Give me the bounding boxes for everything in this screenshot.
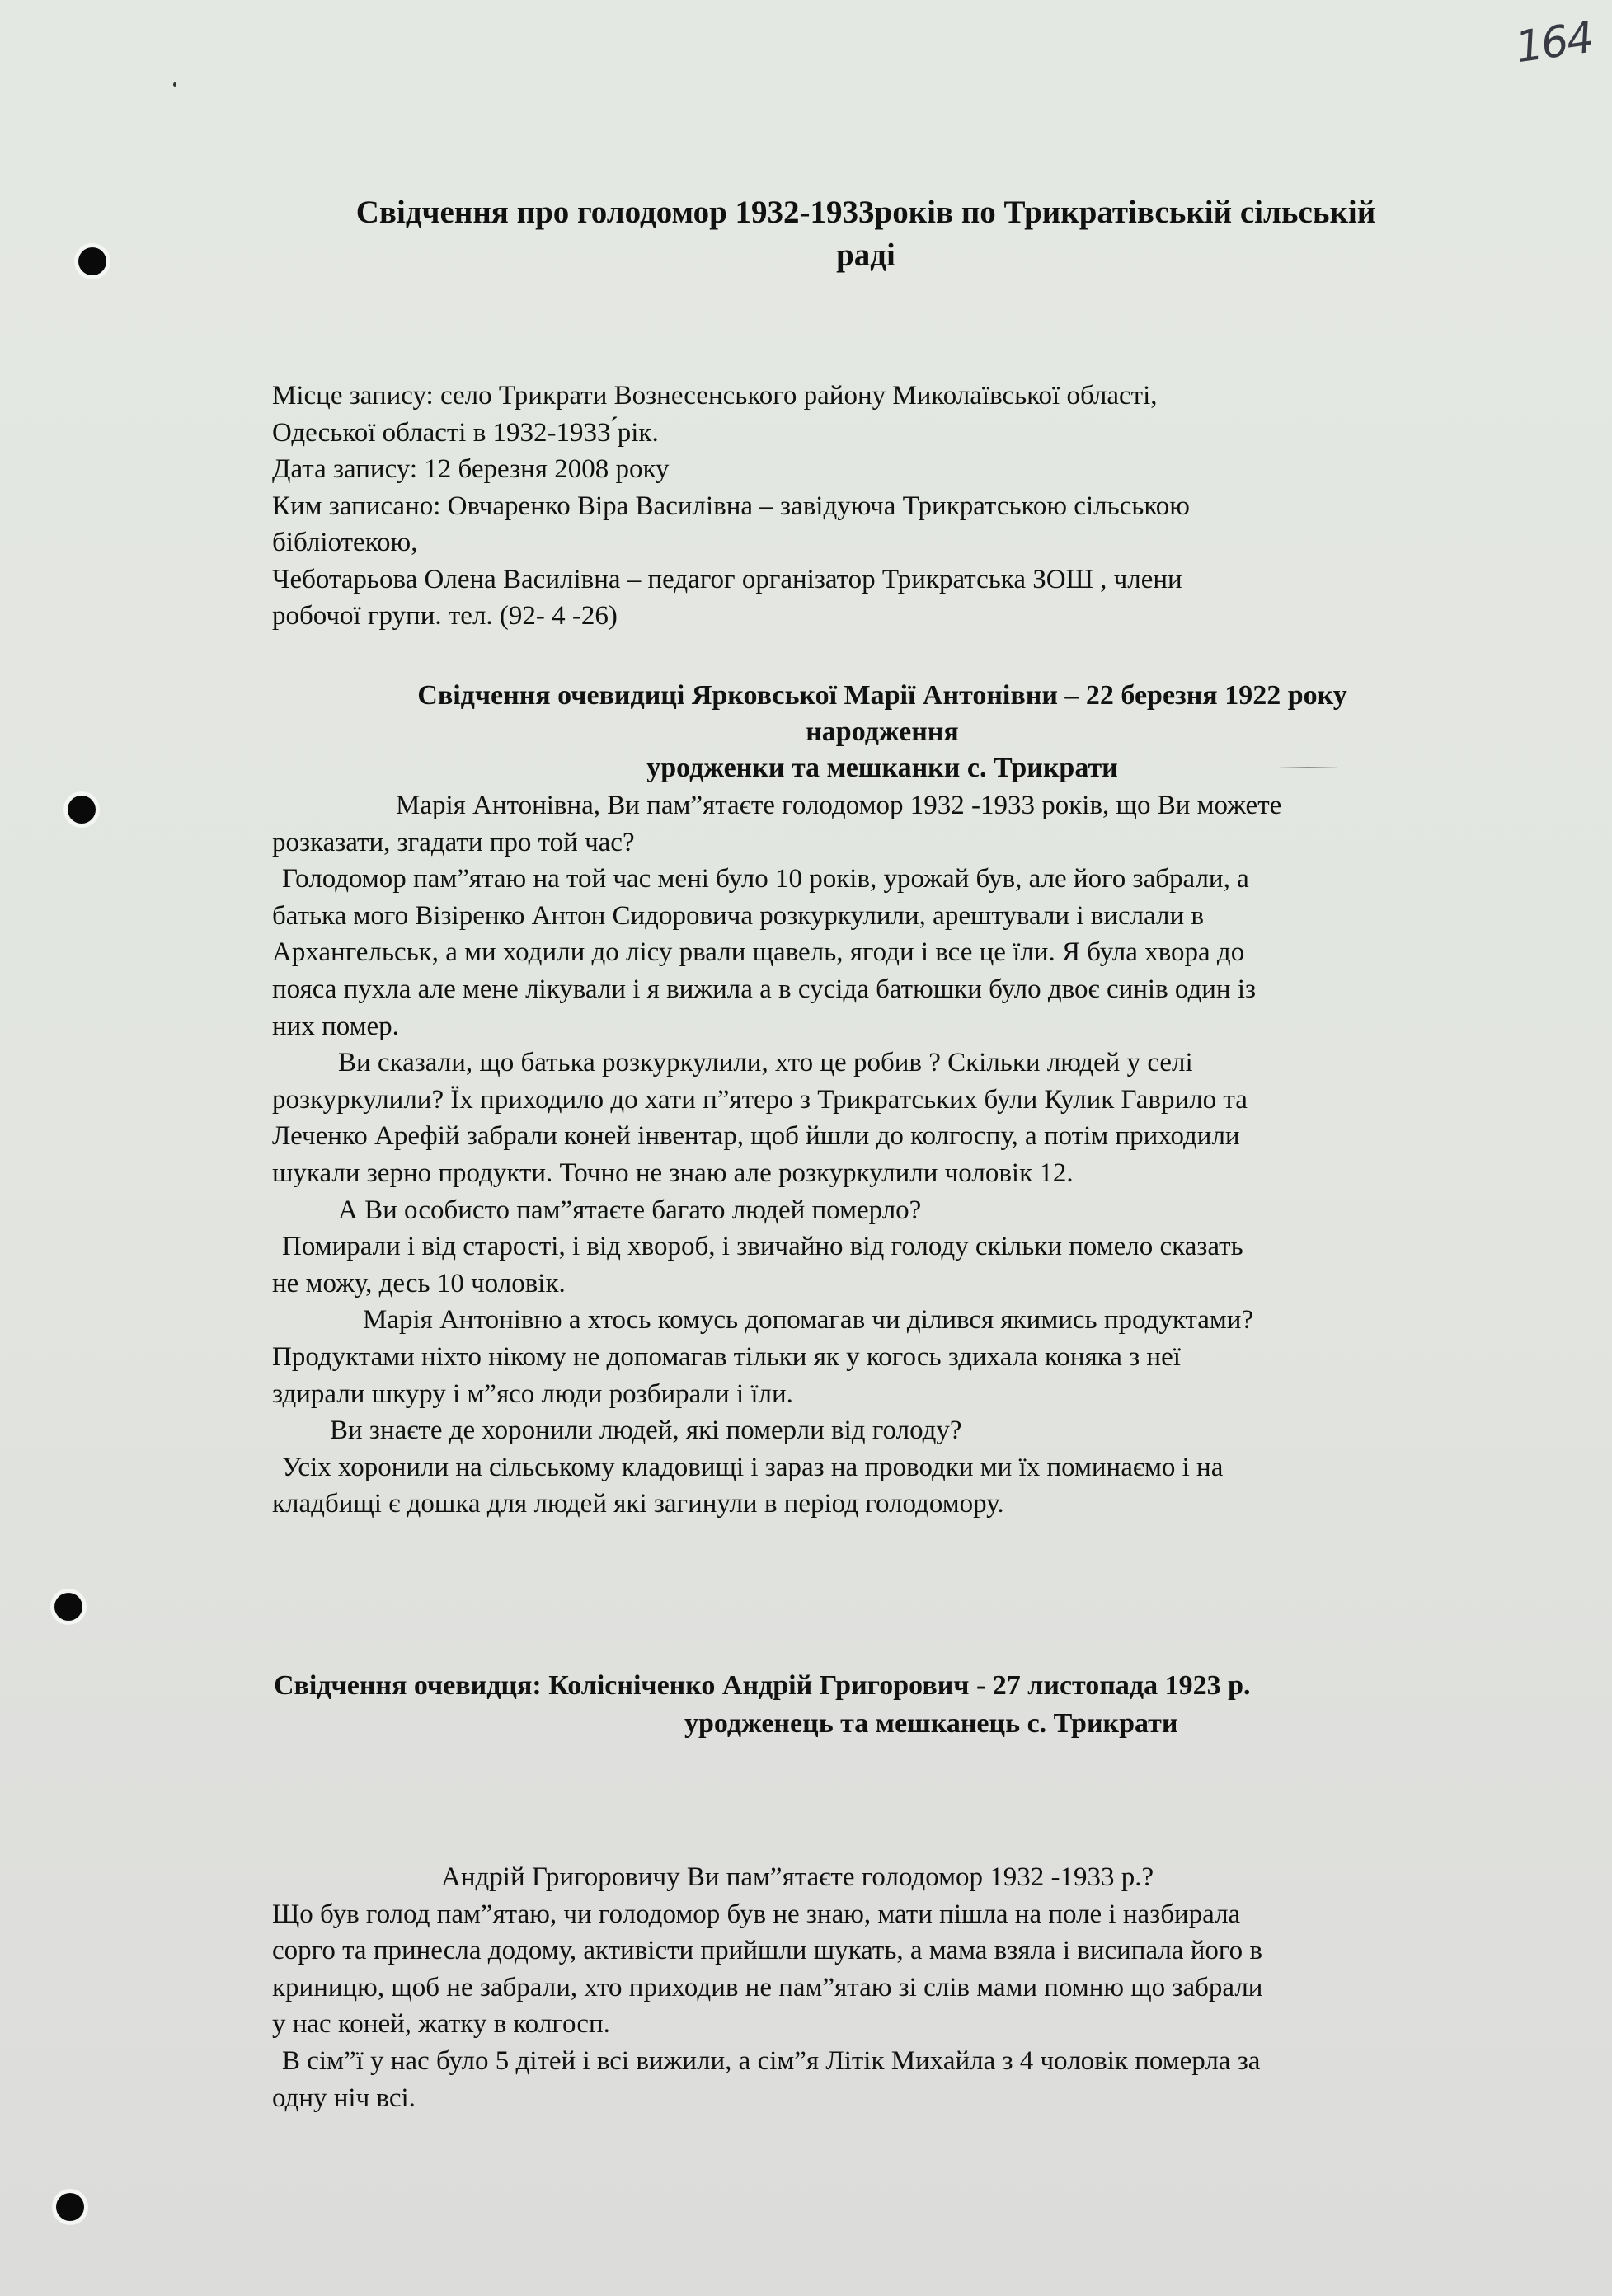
metadata-line: Одеської області в 1932-1933 ́рік.	[272, 417, 659, 448]
text-line: сорго та принесла додому, активісти прийшли шукать, а мама взяла і висипала його в	[272, 1936, 1262, 1966]
text-line: них помер.	[272, 1011, 399, 1041]
heading-line: уродженець та мешканець с. Трикрати	[684, 1708, 1178, 1739]
document-title	[206, 191, 1525, 277]
record-metadata	[272, 378, 1492, 635]
text-line: кладбищі є дошка для людей які загинули в період голодомору.	[272, 1489, 1004, 1519]
text-line: батька мого Візіренко Антон Сидоровича розкуркулили, арештували і вислали в	[272, 900, 1205, 931]
text-line: Що був голод пам”ятаю, чи голодомор був не знаю, мати пішла на поле і назбирала	[272, 1899, 1241, 1929]
testimony-1-body	[272, 787, 1501, 1523]
metadata-line: Чеботарьова Олена Василівна – педагог організатор Трикратська ЗОШ , члени	[272, 564, 1182, 594]
text-line: А Ви особисто пам”ятаєте багато людей померло?	[338, 1195, 922, 1225]
punch-hole	[54, 1593, 82, 1621]
testimony-2-heading	[272, 1667, 1509, 1743]
punch-hole	[56, 2193, 84, 2221]
punch-hole	[68, 796, 96, 824]
text-line: криницю, щоб не забрали, хто приходив не пам”ятаю зі слів мами помню що забрали	[272, 1972, 1263, 2003]
text-line: одну ніч всі.	[272, 2082, 416, 2113]
text-line: розкуркулили? Їх приходило до хати п”ятеро з Трикратських були Кулик Гаврило та	[272, 1084, 1248, 1115]
text-line: пояса пухла але мене лікували і я вижила а в сусіда батюшки було двоє синів один із	[272, 974, 1257, 1004]
text-line: Голодомор пам”ятаю на той час мені було 10 років, урожай був, але його забрали, а	[282, 864, 1249, 894]
text-line: Марія Антонівна, Ви пам”ятаєте голодомор 1932 -1933 років, що Ви можете	[396, 791, 1282, 820]
text-line: розказати, згадати про той час?	[272, 827, 635, 857]
text-line: Архангельськ, а ми ходили до лісу рвали щавель, ягоди і все це їли. Я була хвора до	[272, 937, 1245, 968]
text-line: В сім”ї у нас було 5 дітей і всі вижили, а сім”я Літік Михайла з 4 чоловік померла за	[282, 2045, 1261, 2076]
testimony-2-body	[272, 1859, 1501, 2116]
text-line: Усіх хоронили на сільському кладовищі і зараз на проводки ми їх поминаємо і на	[282, 1452, 1224, 1482]
text-line: шукали зерно продукти. Точно не знаю але розкуркулили чоловік 12.	[272, 1157, 1074, 1188]
heading-line: Свідчення очевидиці Ярковської Марії Антонівни – 22 березня 1922 року	[417, 680, 1347, 711]
text-line: Леченко Арефій забрали коней інвентар, щоб йшли до колгоспу, а потім приходили	[272, 1121, 1240, 1152]
handwritten-page-number: 164	[1512, 12, 1596, 73]
heading-line: Свідчення очевидця: Колісніченко Андрій Григорович - 27 листопада 1923 р.	[274, 1670, 1251, 1701]
text-line: Помирали і від старості, і від хвороб, і звичайно від голоду скільки помело сказать	[282, 1232, 1243, 1262]
text-line: Андрій Григоровичу Ви пам”ятаєте голодомор 1932 -1933 р.?	[441, 1862, 1154, 1892]
document-title-line: раді	[836, 237, 895, 273]
text-line: Продуктами ніхто нікому не допомагав тільки як у когось здихала коняка з неї	[272, 1341, 1181, 1372]
document-title-line: Свідчення про голодомор 1932-1933років по Трикратівській сільській	[355, 195, 1376, 230]
text-line: здирали шкуру і м”ясо люди розбирали і їли.	[272, 1378, 793, 1409]
punch-hole	[78, 247, 106, 275]
text-line: у нас коней, жатку в колгосп.	[272, 2009, 610, 2040]
metadata-line: Дата запису: 12 березня 2008 року	[272, 454, 670, 484]
metadata-line: робочої групи. тел. (92- 4 -26)	[272, 601, 618, 631]
heading-line: уродженки та мешканки с. Трикрати	[646, 753, 1118, 783]
heading-line: народження	[806, 716, 959, 747]
text-line: не можу, десь 10 чоловік.	[272, 1268, 566, 1298]
metadata-line: бібліотекою,	[272, 528, 418, 557]
text-line: Марія Антонівно а хтось комусь допомагав чи ділився якимись продуктами?	[363, 1305, 1254, 1336]
text-line: Ви сказали, що батька розкуркулили, хто це робив ? Скільки людей у селі	[338, 1048, 1193, 1078]
text-line: Ви знаєте де хоронили людей, які померли від голоду?	[330, 1416, 962, 1446]
metadata-line: Ким записано: Овчаренко Віра Василівна – завідуюча Трикратською сільською	[272, 491, 1190, 521]
ink-speck	[173, 82, 176, 87]
testimony-1-heading	[272, 678, 1492, 786]
metadata-line: Місце запису: село Трикрати Вознесенського району Миколаївської області,	[272, 381, 1158, 411]
